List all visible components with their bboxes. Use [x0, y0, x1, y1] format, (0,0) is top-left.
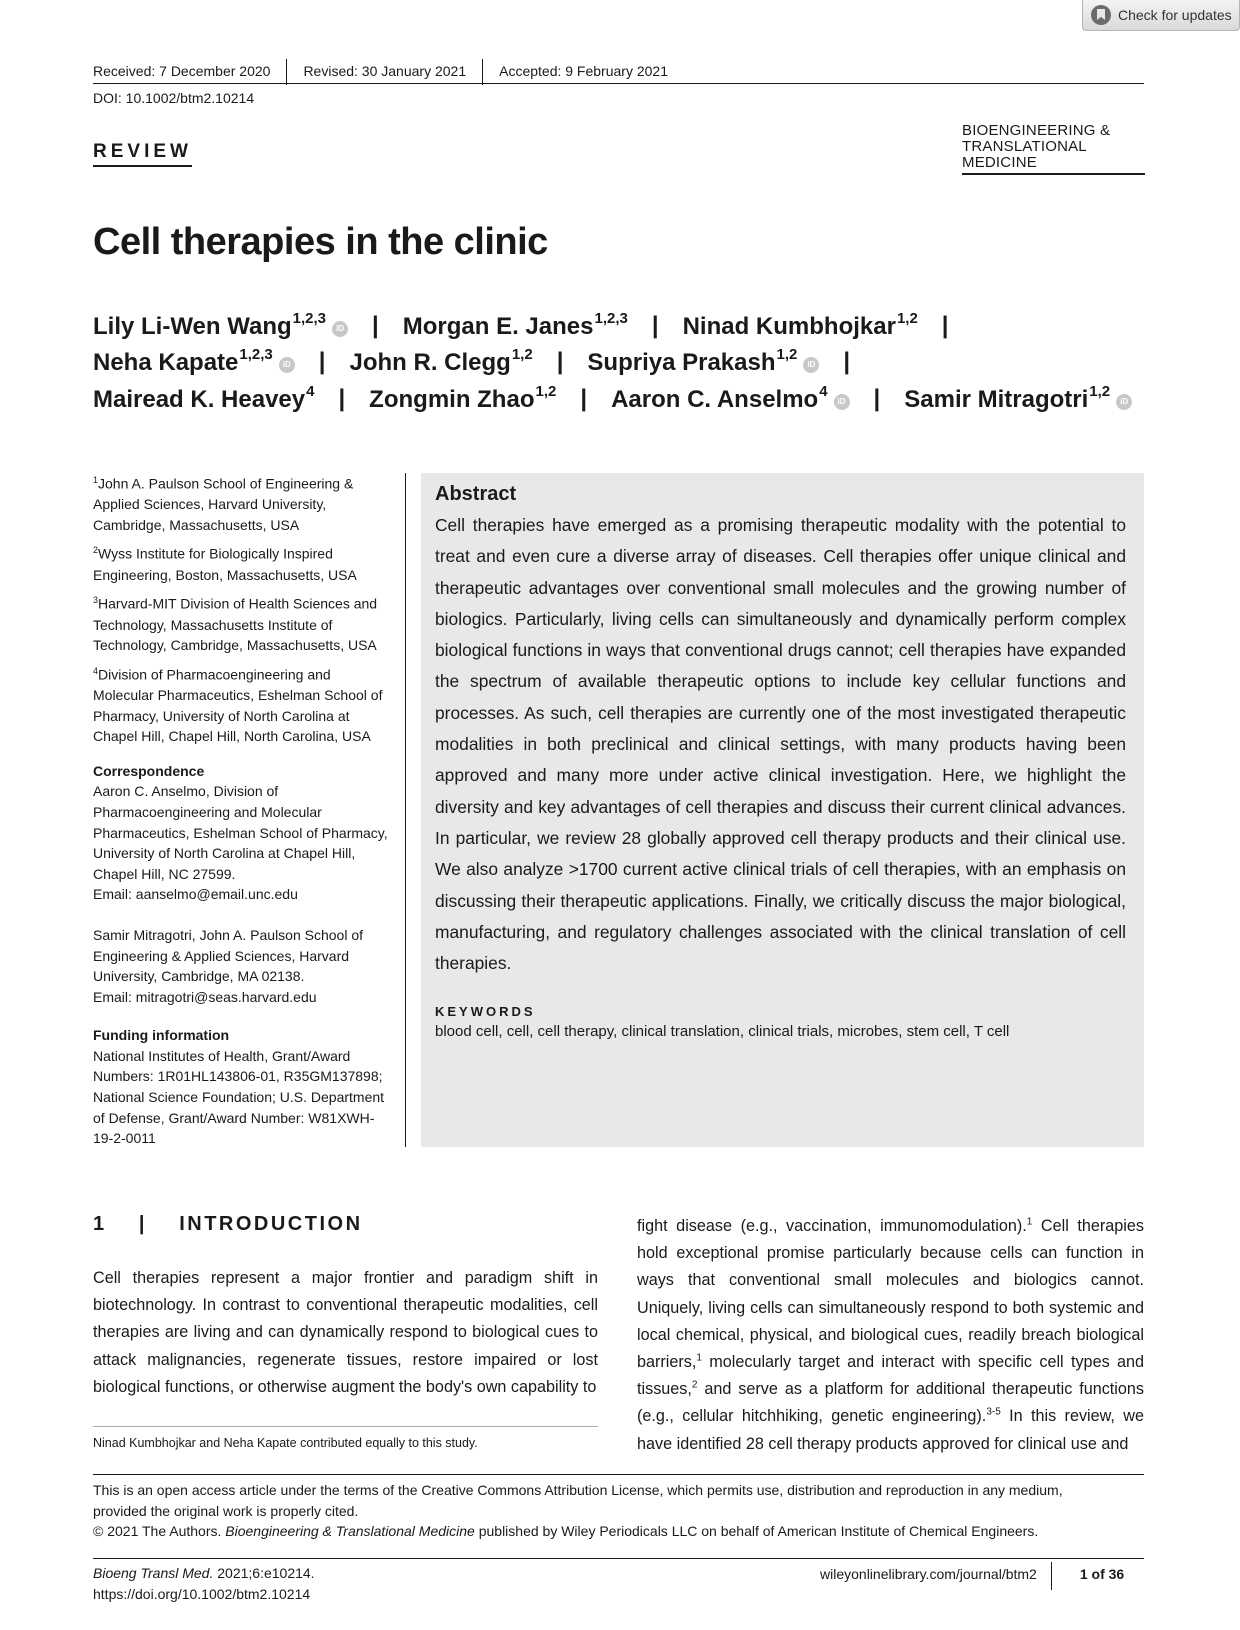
author[interactable]: Lily Li-Wen Wang$^{1,2,3}$ — [93, 310, 327, 340]
orcid-icon[interactable]: iD — [834, 394, 850, 410]
license-line: This is an open access article under the terms of the Creative Commons Attribution License, which permits use, distribution and reproduction in any medium, — [93, 1482, 1063, 1498]
funding-text: National Institutes of Health, Grant/Award Numbers: 1R01HL143806-01, R35GM137898; National Science Foundation; U.S. Department of Defense, Grant/Award Number: W81XWH-19-2-0011 — [93, 1047, 385, 1147]
orcid-icon[interactable]: iD — [803, 357, 819, 373]
correspondence-entry: Samir Mitragotri, John A. Paulson School of Engineering & Applied Sciences, Harvard University, Cambridge, MA 02138. — [93, 926, 364, 985]
body-text-column-1: Cell therapies represent a major frontier and paradigm shift in biotechnology. In contrast to conventional therapeutic modalities, cell therapies are living and can dynamically respond to biological cues to attack malignancies, regenerate tissues, restore impaired or lost biological functions, or otherwise augment the body's own capability to — [93, 1269, 598, 1396]
author-separator: | — [338, 385, 346, 412]
citation-link[interactable]: 2 — [691, 1379, 698, 1391]
author-separator: | — [580, 385, 588, 412]
accepted-date: Accepted: 9 February 2021 — [482, 59, 684, 85]
author-separator: | — [372, 312, 379, 339]
author[interactable]: John R. Clegg$^{1,2}$ — [349, 346, 533, 376]
orcid-icon[interactable]: iD — [279, 357, 295, 373]
revised-date: Revised: 30 January 2021 — [286, 59, 482, 85]
orcid-icon[interactable]: iD — [332, 321, 348, 337]
abstract-box — [421, 473, 1144, 1147]
check-for-updates-label: Check for updates — [1118, 7, 1232, 23]
bookmark-icon — [1091, 5, 1111, 25]
correspondence-entry: Aaron C. Anselmo, Division of Pharmacoengineering and Molecular Pharmaceutics, Eshelman School of Pharmacy, University of North Carolina at Chapel Hill, Chapel Hill, NC 27599. — [93, 783, 388, 882]
journal-logo-line1: BIOENGINEERING & — [962, 122, 1111, 139]
citation-line: Bioeng Transl Med. 2021;6:e10214. — [93, 1565, 315, 1581]
check-for-updates-button[interactable] — [1082, 0, 1240, 31]
funding-heading: Funding information — [93, 1027, 230, 1044]
author-separator: | — [873, 385, 881, 412]
copyright-line: © 2021 The Authors. Bioengineering & Translational Medicine published by Wiley Periodicals LLC on behalf of American Institute of Chemical Engineers. — [93, 1523, 1039, 1539]
footnote: Ninad Kumbhojkar and Neha Kapate contributed equally to this study. — [93, 1436, 478, 1450]
license-divider — [93, 1474, 1144, 1475]
author[interactable]: Supriya Prakash$^{1,2}$ — [587, 346, 798, 376]
affiliation: $^4$Division of Pharmacoengineering and Molecular Pharmaceutics, Eshelman School of Pharmacy, University of North Carolina at Chapel Hill, Chapel Hill, North Carolina, USA — [93, 665, 383, 745]
column-divider — [405, 473, 406, 1147]
journal-logo — [962, 123, 1145, 175]
correspondence-email[interactable]: Email: aanselmo@email.unc.edu — [93, 886, 298, 903]
author-row-2 — [93, 348, 874, 377]
author[interactable]: Neha Kapate$^{1,2,3}$ — [93, 346, 273, 376]
author[interactable]: Zongmin Zhao$^{1,2}$ — [369, 383, 557, 413]
article-title: Cell therapies in the clinic — [93, 221, 548, 263]
journal-site-link[interactable]: wileyonlinelibrary.com/journal/btm2 — [820, 1566, 1037, 1582]
section-heading: 1 | INTRODUCTION — [93, 1213, 363, 1235]
orcid-icon[interactable]: iD — [1116, 394, 1132, 410]
affiliation: $^2$Wyss Institute for Biologically Inspired Engineering, Boston, Massachusetts, USA — [93, 545, 357, 583]
author-separator: | — [941, 312, 949, 339]
keywords-list: blood cell, cell, cell therapy, clinical translation, clinical trials, microbes, stem cell, T cell — [435, 1023, 1010, 1041]
author[interactable]: Morgan E. Janes$^{1,2,3}$ — [402, 310, 628, 340]
affiliation: $^3$Harvard-MIT Division of Health Sciences and Technology, Massachusetts Institute of Technology, Cambridge, Massachusetts, USA — [93, 595, 378, 654]
correspondence-email[interactable]: Email: mitragotri@seas.harvard.edu — [93, 988, 317, 1005]
author-separator: | — [556, 348, 564, 375]
author[interactable]: Aaron C. Anselmo$^4$ — [611, 383, 828, 413]
doi: DOI: 10.1002/btm2.10214 — [93, 90, 255, 106]
author-separator: | — [651, 312, 659, 339]
license-line: provided the original work is properly cited. — [93, 1502, 359, 1519]
author-row-3 — [93, 385, 1132, 414]
article-info-column — [93, 470, 393, 1149]
abstract-text: Cell therapies have emerged as a promising therapeutic modality with the potential to treat and even cure a diverse array of diseases. Cell therapies offer unique clinical and therapeutic advantages over conventional small molecules and the growing number of biologics. Particularly, living cells can simultaneously and dynamically perform complex biological functions in ways that conventional drugs cannot; cell therapies have expanded the spectrum of available therapeutic options to include key cellular functions and processes. As such, cell therapies are currently one of the most investigated therapeutic modalities in both preclinical and clinical settings, with many products having been approved and many more under active clinical investigation. Here, we highlight the diversity and key advantages of cell therapies and discuss their current clinical advances. In particular, we review 28 globally approved cell therapy products and their clinical use. We also analyze >1700 current active clinical trials of cell therapies, with an emphasis on discussing their therapeutic applications. Finally, we critically discuss the major biological, manufacturing, and regulatory challenges associated with the clinical translation of cell therapies. — [435, 515, 1126, 974]
citation-link[interactable]: 1 — [1026, 1216, 1033, 1228]
header-divider — [93, 83, 1144, 84]
author[interactable]: Ninad Kumbhojkar$^{1,2}$ — [682, 310, 918, 340]
page-number: 1 of 36 — [1051, 1562, 1124, 1590]
affiliation: $^1$John A. Paulson School of Engineering & Applied Sciences, Harvard University, Cambridge, Massachusetts, USA — [93, 475, 354, 533]
citation-link[interactable]: 3-5 — [986, 1407, 1001, 1419]
author-separator: | — [318, 348, 326, 375]
keywords-heading: KEYWORDS — [435, 1004, 536, 1020]
citation-link[interactable]: 1 — [696, 1352, 702, 1364]
author[interactable]: Mairead K. Heavey$^4$ — [93, 383, 315, 413]
footer-right — [820, 1562, 1124, 1590]
correspondence-heading: Correspondence — [93, 762, 205, 779]
footer-divider — [93, 1558, 1144, 1559]
author[interactable]: Samir Mitragotri$^{1,2}$ — [904, 383, 1111, 413]
received-date: Received: 7 December 2020 — [93, 63, 271, 79]
doi-link[interactable]: https://doi.org/10.1002/btm2.10214 — [93, 1586, 311, 1602]
journal-logo-line2: TRANSLATIONAL MEDICINE — [962, 139, 1145, 175]
footnote-divider — [93, 1426, 598, 1427]
author-separator: | — [843, 348, 851, 375]
abstract-heading: Abstract — [435, 483, 517, 505]
article-dates — [93, 59, 684, 85]
body-text-column-2: fight disease (e.g., vaccination, immunomodulation).$^1$ Cell therapies hold exceptional promise particularly because cells can function in ways that conventional small molecules and biologics cannot. Uniquely, living cells can simultaneously respond to both systemic and local chemical, physical, and biological cues, readily breach biological barriers,$^1$ molecularly target and interact with specific cell types and tissues,$^2$ and serve as a platform for additional therapeutic functions (e.g., cellular hitchhiking, genetic engineering).$^{3-5}$ In this review, we have identified 28 cell therapy products approved for clinical use and — [637, 1216, 1144, 1453]
section-type: REVIEW — [93, 141, 192, 167]
license-notice — [93, 1480, 1153, 1542]
author-row-1 — [93, 312, 973, 341]
